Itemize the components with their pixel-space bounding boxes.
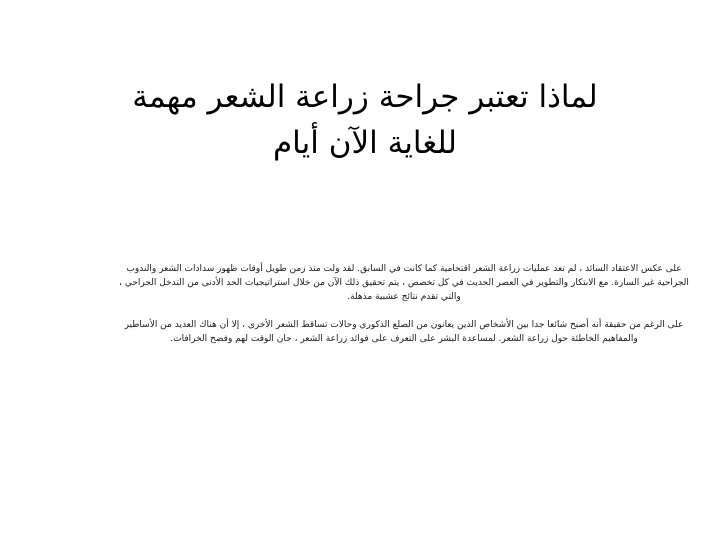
title-line-2: للغاية الآن أيام (272, 125, 457, 161)
title-line-1: لماذا تعتبر جراحة زراعة الشعر مهمة (132, 79, 598, 115)
slide-body (114, 262, 694, 360)
slide-title (60, 74, 670, 166)
body-paragraph-2: على الرغم من حقيقة أنه أصبح شائعا جدا بين الأشخاص الذين يعانون من الصلع الذكوري وحالات تساقط الشعر الأخرى ، إلا أن هناك العديد من الأساطير والمفاهيم الخاطئة حول زراعة الشعر. لمساعدة البشر على التعرف على فوائد زراعة الشعر ، حان الوقت لهم وفضح الخرافات. (124, 320, 684, 344)
body-paragraph-1: على عكس الاعتقاد السائد ، لم تعد عمليات زراعة الشعر اقتحامية كما كانت في السابق. لقد ولت منذ زمن طويل أوقات ظهور سدادات الشعر والندوب الجراحية غير السارة. مع الابتكار والتطوير في العصر الحديث في كل تخصص ، يتم تحقيق ذلك الآن من خلال استراتيجيات الحد الأدنى من التدخل الجراحي ، والتي تقدم نتائج عشبية مذهلة. (119, 264, 689, 302)
